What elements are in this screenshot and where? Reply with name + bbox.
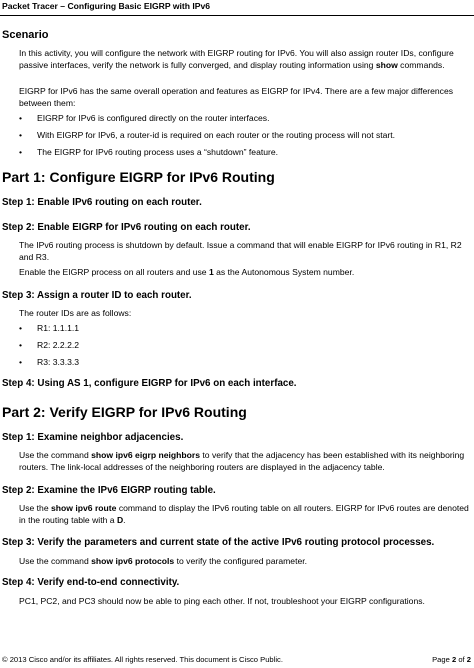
scenario-p1-text-end: commands. xyxy=(397,59,445,70)
scenario-p1-command: show xyxy=(375,59,398,70)
autonomous-system-number: 1 xyxy=(208,267,214,277)
part2-step4-heading: Step 4: Verify end-to-end connectivity. xyxy=(2,577,180,588)
scenario-bullet-1: EIGRP for IPv6 is configured directly on the router interfaces. xyxy=(37,113,270,123)
router-id-r1: R1: 1.1.1.1 xyxy=(37,323,80,333)
bullet-icon: • xyxy=(19,340,23,350)
header-title: Packet Tracer – Configuring Basic EIGRP with IPv6 xyxy=(2,1,211,11)
bullet-icon: • xyxy=(19,357,23,367)
footer-page-number xyxy=(432,655,471,664)
router-id-r2: R2: 2.2.2.2 xyxy=(37,340,80,350)
part2-step1-text: Use the command xyxy=(19,450,92,460)
part1-step2-heading: Step 2: Enable EIGRP for IPv6 routing on each router. xyxy=(2,222,251,233)
part2-step3-text: Use the command xyxy=(19,556,92,566)
part1-step1-heading: Step 1: Enable IPv6 routing on each router. xyxy=(2,197,202,208)
show-ipv6-eigrp-neighbors-command: show ipv6 eigrp neighbors xyxy=(91,450,200,460)
scenario-bullet-2: With EIGRP for IPv6, a router-id is required on each router or the routing process will not start. xyxy=(37,130,396,140)
bullet-icon: • xyxy=(19,113,23,123)
footer-copyright: © 2013 Cisco and/or its affiliates. All rights reserved. This document is Cisco Public. xyxy=(2,655,283,664)
part2-step1-heading: Step 1: Examine neighbor adjacencies. xyxy=(2,432,184,443)
scenario-paragraph-1 xyxy=(19,48,471,71)
show-ipv6-protocols-command: show ipv6 protocols xyxy=(91,556,175,566)
part1-step2-text-end: as the Autonomous System number. xyxy=(213,267,355,277)
part2-step2-heading: Step 2: Examine the IPv6 EIGRP routing table. xyxy=(2,485,216,496)
show-ipv6-route-command: show ipv6 route xyxy=(51,503,117,513)
part1-step4-heading: Step 4: Using AS 1, configure EIGRP for IPv6 on each interface. xyxy=(2,378,297,389)
bullet-icon: • xyxy=(19,323,23,333)
part2-step2-text-mid: command to display the IPv6 routing table on all routers. EIGRP for IPv6 routes are denoted in the routing table with a xyxy=(19,503,469,525)
part2-heading: Part 2: Verify EIGRP for IPv6 Routing xyxy=(2,404,247,420)
part1-step2-paragraph-2 xyxy=(19,267,471,279)
page-prefix: Page xyxy=(432,655,452,664)
part2-step2-text: Use the xyxy=(19,503,52,513)
bullet-icon: • xyxy=(19,130,23,140)
eigrp-route-code: D xyxy=(116,514,124,525)
scenario-heading: Scenario xyxy=(2,29,49,41)
scenario-paragraph-2: EIGRP for IPv6 has the same overall operation and features as EIGRP for IPv4. There are a few major differences between them: xyxy=(19,86,454,108)
part1-step3-paragraph: The router IDs are as follows: xyxy=(19,308,132,318)
part1-step3-heading: Step 3: Assign a router ID to each router. xyxy=(2,290,192,301)
part2-step1-paragraph xyxy=(19,450,471,473)
part2-step1-text-end: to verify that the adjacency has been established with its neighboring routers. The link-local addresses of the neighboring routers are displayed in the adjacency table. xyxy=(19,450,465,472)
part2-step2-text-end: . xyxy=(123,514,126,525)
router-id-r3: R3: 3.3.3.3 xyxy=(37,357,80,367)
part2-step3-paragraph xyxy=(19,556,471,568)
part2-step3-text-end: to verify the configured parameter. xyxy=(174,556,308,566)
page-current: 2 xyxy=(451,655,457,664)
part2-step4-paragraph: PC1, PC2, and PC3 should now be able to ping each other. If not, troubleshoot your EIGRP configurations. xyxy=(19,596,425,606)
page-header xyxy=(0,0,474,16)
part1-step2-paragraph-1: The IPv6 routing process is shutdown by default. Issue a command that will enable EIGRP for IPv6 routing in R1, R2 and R3. xyxy=(19,240,462,262)
part2-step3-heading: Step 3: Verify the parameters and current state of the active IPv6 routing protocol processes. xyxy=(2,537,435,548)
part2-step2-paragraph xyxy=(19,503,471,526)
part1-step2-text: Enable the EIGRP process on all routers and use xyxy=(19,267,209,277)
part1-heading: Part 1: Configure EIGRP for IPv6 Routing xyxy=(2,169,275,185)
scenario-p1-text: In this activity, you will configure the network with EIGRP routing for IPv6. You will also assign router IDs, configure passive interfaces, verify the network is fully converged, and display routing information using xyxy=(19,48,454,70)
page-separator: of xyxy=(456,655,467,664)
page-total: 2 xyxy=(466,655,471,664)
bullet-icon: • xyxy=(19,147,23,157)
scenario-bullet-3: The EIGRP for IPv6 routing process uses a “shutdown” feature. xyxy=(37,147,279,157)
